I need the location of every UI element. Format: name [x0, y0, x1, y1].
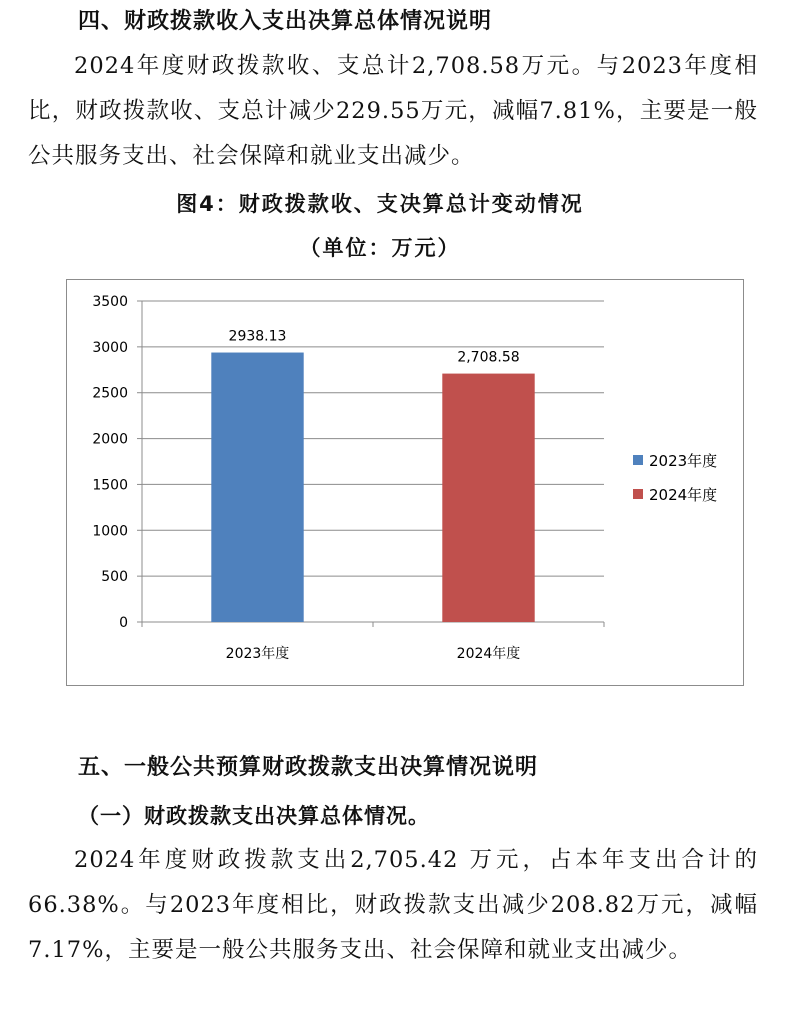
bar-2023年度	[211, 353, 303, 622]
y-tick-label: 500	[101, 569, 128, 586]
y-tick-label: 2000	[92, 431, 128, 448]
chart-svg	[67, 280, 743, 685]
section4-paragraph: 2024年度财政拨款收、支总计2,708.58万元。与2023年度相比，财政拨款收、支总计减少229.55万元，减幅7.81%，主要是一般公共服务支出、社会保障和就业支出减少。	[28, 53, 758, 169]
y-tick-label: 0	[119, 615, 128, 631]
section5-paragraph: 2024年度财政拨款支出2,705.42 万元，占本年支出合计的66.38%。与2023年度相比，财政拨款支出减少208.82万元，减幅7.17%，主要是一般公共服务支出、社会保障和就业支出减少。	[28, 847, 758, 963]
y-tick-label: 2500	[92, 385, 128, 402]
legend-swatch	[633, 455, 643, 465]
y-tick-label: 1000	[92, 523, 128, 540]
y-tick-label: 3000	[92, 339, 128, 356]
figure-caption: 图4：财政拨款收、支决算总计变动情况	[176, 192, 584, 216]
section4-heading: 四、财政拨款收入支出决算总体情况说明	[78, 9, 493, 34]
bar-2024年度	[442, 374, 534, 622]
section5-heading: 五、一般公共预算财政拨款支出决算情况说明	[78, 755, 539, 780]
x-category-label: 2024年度	[456, 646, 521, 662]
data-label: 2938.13	[228, 328, 287, 345]
y-tick-label: 3500	[92, 294, 128, 310]
legend-label: 2023年度	[649, 452, 718, 470]
legend-swatch	[633, 489, 643, 499]
data-label: 2,708.58	[457, 349, 520, 366]
bar-chart	[66, 279, 744, 686]
x-category-label: 2023年度	[225, 646, 290, 662]
section5-subheading: （一）财政拨款支出决算总体情况。	[78, 804, 430, 828]
y-tick-label: 1500	[92, 477, 128, 494]
legend-label: 2024年度	[649, 486, 718, 504]
figure-unit: （单位：万元）	[299, 236, 461, 260]
